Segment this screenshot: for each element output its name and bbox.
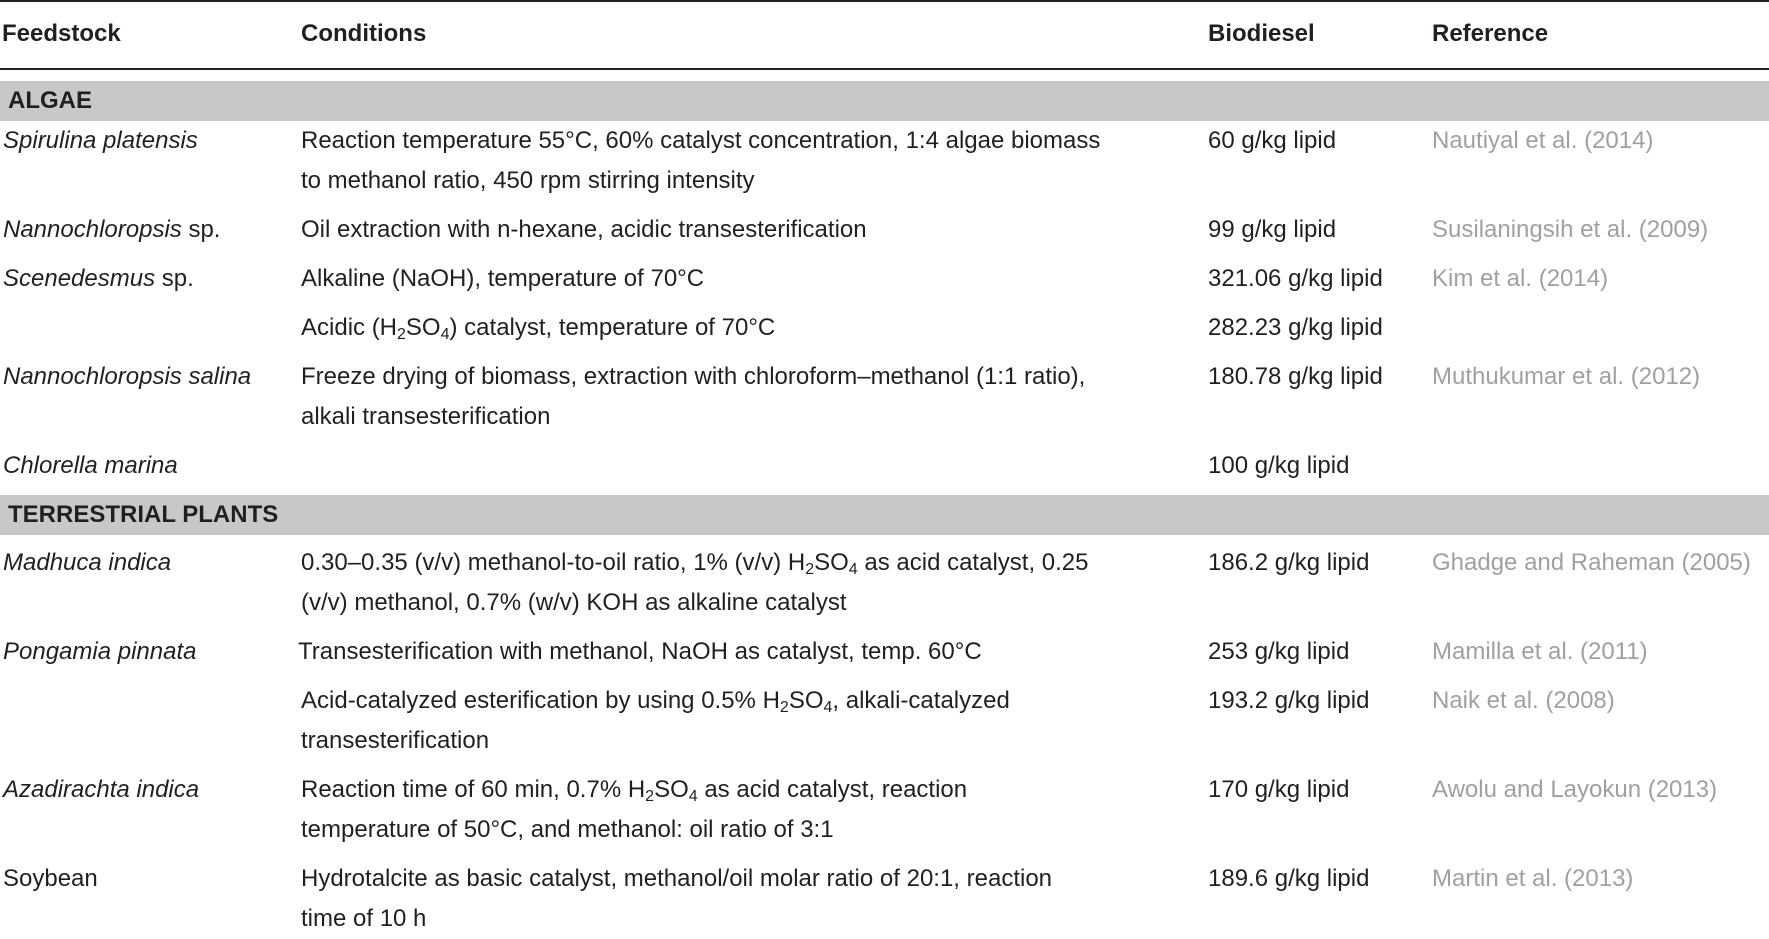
biodiesel-cell: 60 g/kg lipid (1208, 127, 1337, 154)
conditions-cell (301, 543, 1181, 623)
conditions-line: transesterification (301, 727, 490, 754)
reference-cell: Martin et al. (2013) (1432, 865, 1634, 892)
subscript: 2 (805, 561, 815, 578)
conditions-line: alkali transesterification (301, 403, 551, 430)
conditions-text: 0.30–0.35 (v/v) methanol-to-oil ratio, 1% (v/v) H (301, 549, 806, 576)
conditions-text: , alkali-catalyzed (832, 687, 1010, 714)
subscript: 2 (645, 788, 655, 805)
section-title: ALGAE (8, 87, 92, 114)
header-conditions: Conditions (301, 20, 427, 47)
biodiesel-cell: 193.2 g/kg lipid (1208, 687, 1370, 714)
conditions-line: temperature of 50°C, and methanol: oil ratio of 3:1 (301, 816, 834, 843)
biodiesel-cell: 321.06 g/kg lipid (1208, 265, 1383, 292)
conditions-cell (301, 210, 1181, 250)
section-title: TERRESTRIAL PLANTS (8, 501, 279, 528)
feedstock-cell (3, 259, 293, 299)
reference-cell: Muthukumar et al. (2012) (1432, 363, 1701, 390)
section-terrestrial-plants (0, 495, 1769, 535)
conditions-cell (301, 859, 1181, 939)
conditions-line: Freeze drying of biomass, extraction with chloroform–methanol (1:1 ratio), (301, 363, 1086, 390)
conditions-text: Reaction time of 60 min, 0.7% H (301, 776, 646, 803)
conditions-cell (298, 632, 1178, 672)
biodiesel-cell: 180.78 g/kg lipid (1208, 363, 1383, 390)
conditions-line (301, 308, 1181, 348)
biodiesel-cell: 189.6 g/kg lipid (1208, 865, 1370, 892)
feedstock-cell: Chlorella marina (3, 452, 178, 479)
conditions-line: Alkaline (NaOH), temperature of 70°C (301, 265, 705, 292)
feedstock-name: Nannochloropsis (3, 216, 182, 243)
conditions-text: SO (814, 549, 849, 576)
reference-cell: Nautiyal et al. (2014) (1432, 127, 1654, 154)
biodiesel-cell: 186.2 g/kg lipid (1208, 549, 1370, 576)
conditions-cell (301, 357, 1181, 437)
conditions-line: Reaction temperature 55°C, 60% catalyst concentration, 1:4 algae biomass (301, 127, 1101, 154)
feedstock-suffix: sp. (181, 216, 221, 243)
conditions-text: SO (788, 687, 824, 714)
reference-cell: Kim et al. (2014) (1432, 265, 1609, 292)
conditions-text: Acid-catalyzed esterification by using 0.5% H (301, 687, 780, 714)
conditions-text: ) catalyst, temperature of 70°C (449, 314, 776, 341)
conditions-line: Hydrotalcite as basic catalyst, methanol/oil molar ratio of 20:1, reaction (301, 865, 1053, 892)
subscript: 2 (397, 326, 406, 343)
conditions-line: time of 10 h (301, 905, 427, 932)
conditions-line: to methanol ratio, 450 rpm stirring intensity (301, 167, 755, 194)
biodiesel-cell: 170 g/kg lipid (1208, 776, 1350, 803)
conditions-text: Acidic (H (301, 314, 398, 341)
subscript: 4 (688, 788, 698, 805)
reference-cell: Naik et al. (2008) (1432, 687, 1615, 714)
header-feedstock: Feedstock (2, 20, 121, 47)
reference-cell: Ghadge and Raheman (2005) (1432, 549, 1751, 576)
conditions-cell (301, 259, 1181, 299)
conditions-line: (v/v) methanol, 0.7% (w/v) KOH as alkaline catalyst (301, 589, 847, 616)
conditions-line (301, 770, 1181, 810)
feedstock-suffix: sp. (155, 265, 194, 292)
feedstock-cell (3, 210, 293, 250)
conditions-cell (301, 308, 1181, 348)
header-biodiesel: Biodiesel (1208, 20, 1315, 47)
conditions-cell (301, 121, 1181, 201)
feedstock-name: Scenedesmus (3, 265, 156, 292)
conditions-text: as acid catalyst, 0.25 (857, 549, 1089, 576)
subscript: 4 (440, 326, 450, 343)
feedstock-cell: Pongamia pinnata (3, 638, 197, 665)
reference-cell: Mamilla et al. (2011) (1432, 638, 1648, 665)
header-rule (0, 68, 1769, 70)
subscript: 4 (848, 561, 858, 578)
conditions-line: Transesterification with methanol, NaOH as catalyst, temp. 60°C (298, 638, 982, 665)
biodiesel-cell: 100 g/kg lipid (1208, 452, 1350, 479)
conditions-text: SO (654, 776, 689, 803)
subscript: 4 (823, 699, 833, 716)
conditions-line: Oil extraction with n-hexane, acidic transesterification (301, 216, 867, 243)
section-algae (0, 81, 1769, 121)
feedstock-cell: Spirulina platensis (3, 127, 198, 154)
feedstock-cell: Soybean (3, 865, 98, 892)
conditions-line (301, 543, 1181, 583)
header-reference: Reference (1432, 20, 1549, 47)
feedstock-cell: Azadirachta indica (3, 776, 200, 803)
conditions-cell (301, 681, 1181, 761)
subscript: 2 (779, 699, 789, 716)
conditions-cell (301, 770, 1181, 850)
conditions-text: SO (405, 314, 441, 341)
conditions-text: as acid catalyst, reaction (697, 776, 968, 803)
biodiesel-cell: 99 g/kg lipid (1208, 216, 1337, 243)
reference-cell: Susilaningsih et al. (2009) (1432, 216, 1709, 243)
table-header (0, 2, 1769, 66)
feedstock-cell: Nannochloropsis salina (3, 363, 252, 390)
conditions-line (301, 681, 1181, 721)
feedstock-cell: Madhuca indica (3, 549, 172, 576)
reference-cell: Awolu and Layokun (2013) (1432, 776, 1718, 803)
biodiesel-cell: 253 g/kg lipid (1208, 638, 1350, 665)
biodiesel-cell: 282.23 g/kg lipid (1208, 314, 1383, 341)
